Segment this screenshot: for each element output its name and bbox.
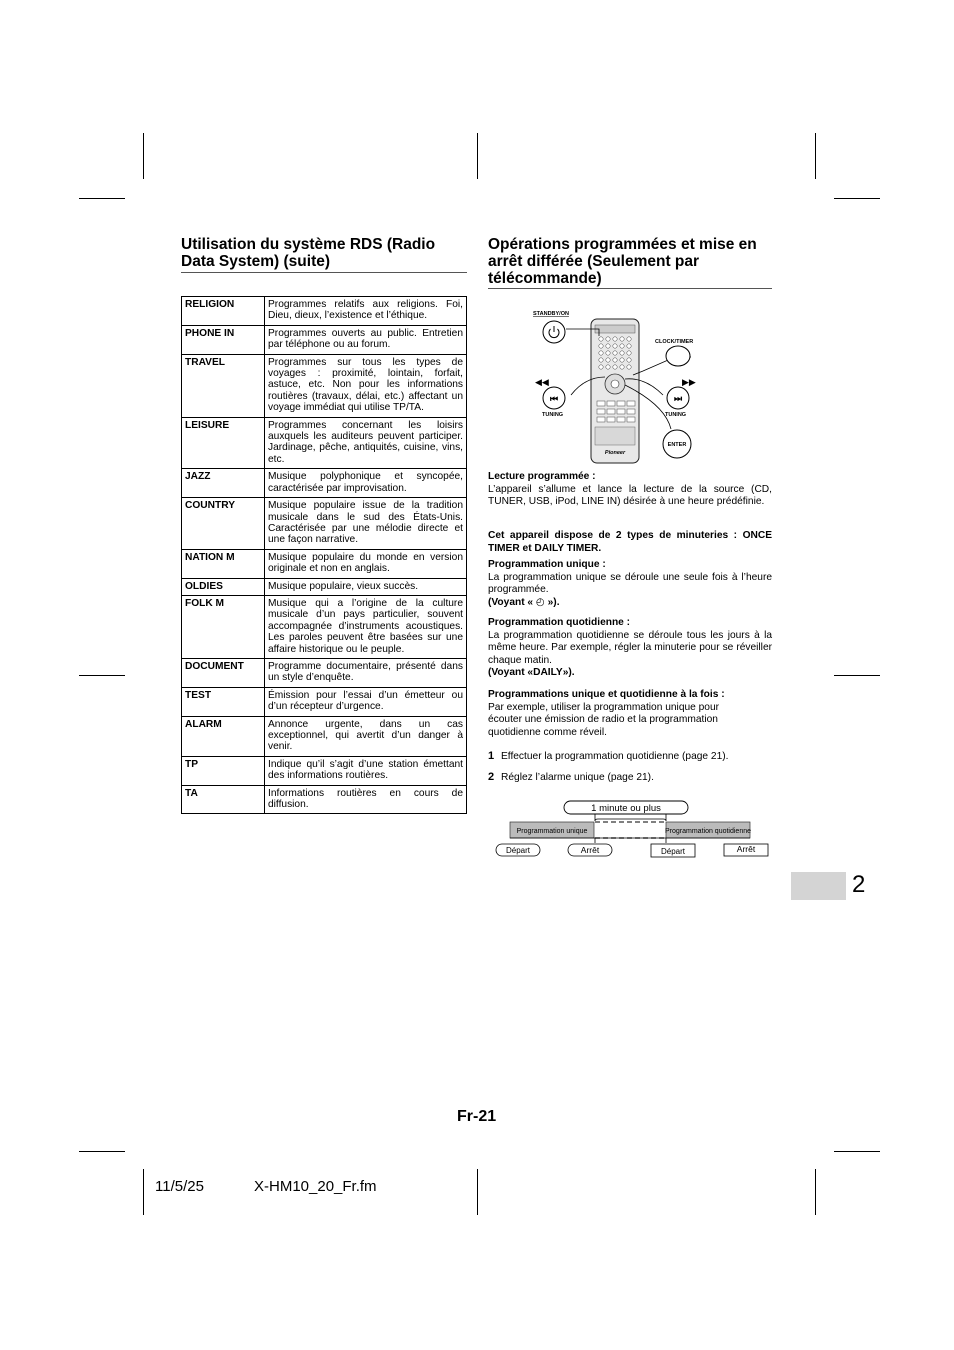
standby-label: STANDBY/ON: [533, 311, 569, 317]
crop-mark: [834, 1151, 880, 1152]
genre-row: [182, 549, 467, 578]
daily-heading: Programmation quotidienne :: [488, 617, 631, 628]
genre-code: PHONE IN: [182, 325, 265, 354]
genre-description: Programmes concernant les loisirs auxquels les auditeurs peuvent participer. Jardinage, pêche, antiquités, cuisine, vins, etc.: [265, 417, 467, 469]
genre-code: ALARM: [182, 716, 265, 756]
lecture-block: [488, 471, 772, 509]
genre-row: [182, 498, 467, 550]
heading-rule: [488, 288, 772, 289]
chapter-tab: [791, 872, 846, 900]
heading-rule: [181, 272, 467, 273]
step-1: [488, 750, 772, 764]
arret-2-label: Arrêt: [736, 844, 756, 854]
skip-forward-icon: ⏭: [673, 393, 683, 404]
crop-mark: [815, 1169, 816, 1215]
daily-text: La programmation quotidienne se déroule tous les jours à la même heure. Par exemple, régler la minuterie pour se réveiller chaque matin.: [488, 629, 772, 666]
daily-program-label: Programmation quotidienne: [665, 828, 751, 835]
step-2: [488, 771, 772, 785]
genre-description: Annonce urgente, dans un cas exceptionnel, qui avertit d’un danger à venir.: [265, 716, 467, 756]
rewind-icon: ◀◀: [535, 377, 549, 387]
step-text: Effectuer la programmation quotidienne (page 21).: [501, 751, 729, 762]
genre-row: [182, 716, 467, 756]
genre-description: Programmes relatifs aux religions. Foi, Dieu, dieux, l’existence et l’éthique.: [265, 297, 467, 326]
lecture-heading: Lecture programmée :: [488, 471, 596, 482]
clock-timer-button[interactable]: [666, 346, 690, 366]
unique-heading: Programmation unique :: [488, 559, 606, 570]
genre-row: [182, 325, 467, 354]
genre-description: Programmes ouverts au public. Entretien par téléphone ou au forum.: [265, 325, 467, 354]
genre-code: RELIGION: [182, 297, 265, 326]
genre-code: TP: [182, 756, 265, 785]
genre-description: Musique populaire, vieux succès.: [265, 578, 467, 595]
genre-description: Indique qu’il s’agit d’une station émettant des informations routières.: [265, 756, 467, 785]
genre-row: [182, 417, 467, 469]
genre-description: Programmes sur tous les types de voyages : proximité, lointain, forfait, astuce, etc. Non pour les informations routières (travaux, délai, etc.) affectant un voyage immédiat qui utilise TP/TA.: [265, 354, 467, 417]
crop-mark: [79, 1151, 125, 1152]
genre-description: Musique populaire du monde en version originale et non en anglais.: [265, 549, 467, 578]
step-number: 2: [488, 771, 495, 783]
genre-description: Informations routières en cours de diffusion.: [265, 785, 467, 814]
unique-text: La programmation unique se déroule une seule fois à l’heure programmée.: [488, 571, 772, 596]
skip-back-icon: ⏮: [549, 393, 559, 404]
genre-description: Musique polyphonique et syncopée, caractérisée par improvisation.: [265, 469, 467, 498]
crop-mark: [815, 133, 816, 179]
genre-code: OLDIES: [182, 578, 265, 595]
both-text: Par exemple, utiliser la programmation unique pour écouter une émission de radio et la programmation quotidienne comme réveil.: [488, 701, 720, 738]
tuning-left-label: TUNING: [542, 412, 564, 418]
timer-section-title: Opérations programmées et mise en arrêt différée (Seulement par télécommande): [488, 236, 757, 287]
arret-1-label: Arrêt: [580, 845, 600, 855]
crop-mark: [143, 1169, 144, 1215]
genre-code: TRAVEL: [182, 354, 265, 417]
genre-code: TEST: [182, 687, 265, 716]
footer-date: 11/5/25: [155, 1178, 204, 1195]
fast-forward-icon: ▶▶: [682, 377, 696, 387]
crop-mark: [477, 1169, 478, 1215]
depart-1-label: Départ: [505, 846, 531, 855]
crop-mark: [143, 133, 144, 179]
crop-mark: [79, 675, 125, 676]
both-heading: Programmations unique et quotidienne à la fois :: [488, 689, 725, 700]
tuning-right-label: TUNING: [665, 412, 687, 418]
timer-types-text: [488, 530, 772, 555]
genre-description: Musique qui a l’origine de la culture musicale d’un pays particulier, souvent accompagnée d’instruments acoustiques. Les paroles peuvent être basées sur une affaire historique ou le peuple.: [265, 595, 467, 658]
genre-row: [182, 578, 467, 595]
genre-row: [182, 595, 467, 658]
genre-row: [182, 297, 467, 326]
lecture-text: L’appareil s’allume et lance la lecture de la source (CD, TUNER, USB, iPod, LINE IN) désirée à une heure prédéfinie.: [488, 483, 772, 508]
page-number: Fr-21: [457, 1108, 497, 1125]
both-block: [488, 689, 772, 739]
daily-block: [488, 617, 772, 680]
unique-voyant: (Voyant « ◴ »).: [488, 596, 560, 608]
rds-genre-table: [181, 296, 467, 814]
timer-timeline-diagram: [494, 799, 774, 861]
gap-label: 1 minute ou plus: [591, 803, 661, 814]
genre-code: DOCUMENT: [182, 658, 265, 687]
crop-mark: [834, 675, 880, 676]
timer-types-bold: Cet appareil dispose de 2 types de minuteries : ONCE TIMER et DAILY TIMER.: [488, 530, 772, 554]
genre-description: Musique populaire issue de la tradition musicale dans le sud des États-Unis. Caractérisée par une mélodie directe et une façon narrative.: [265, 498, 467, 550]
genre-code: TA: [182, 785, 265, 814]
crop-mark: [834, 198, 880, 199]
genre-row: [182, 658, 467, 687]
genre-code: NATION M: [182, 549, 265, 578]
clock-timer-label: CLOCK/TIMER: [655, 339, 694, 345]
genre-code: LEISURE: [182, 417, 265, 469]
step-text: Réglez l’alarme unique (page 21).: [501, 772, 654, 783]
crop-mark: [477, 133, 478, 179]
genre-row: [182, 687, 467, 716]
genre-description: Émission pour l’essai d’un émetteur ou d’un récepteur d’urgence.: [265, 687, 467, 716]
unique-block: [488, 559, 772, 609]
genre-row: [182, 756, 467, 785]
genre-code: COUNTRY: [182, 498, 265, 550]
unique-program-label: Programmation unique: [516, 828, 588, 835]
genre-row: [182, 354, 467, 417]
genre-description: Programme documentaire, présenté dans un style d’enquête.: [265, 658, 467, 687]
remote-control-illustration: [525, 305, 705, 465]
chapter-tab-number: 2: [852, 871, 866, 898]
step-number: 1: [488, 750, 495, 762]
genre-row: [182, 469, 467, 498]
crop-mark: [79, 198, 125, 199]
depart-2-label: Départ: [660, 847, 686, 856]
enter-label: ENTER: [667, 442, 687, 448]
genre-code: JAZZ: [182, 469, 265, 498]
genre-code: FOLK M: [182, 595, 265, 658]
footer-filename: X-HM10_20_Fr.fm: [254, 1178, 377, 1195]
genre-row: [182, 785, 467, 814]
daily-voyant: (Voyant «DAILY»).: [488, 667, 575, 679]
remote-brand-label: Pioneer: [604, 450, 626, 456]
rds-section-title: Utilisation du système RDS (Radio Data System) (suite): [181, 236, 436, 270]
